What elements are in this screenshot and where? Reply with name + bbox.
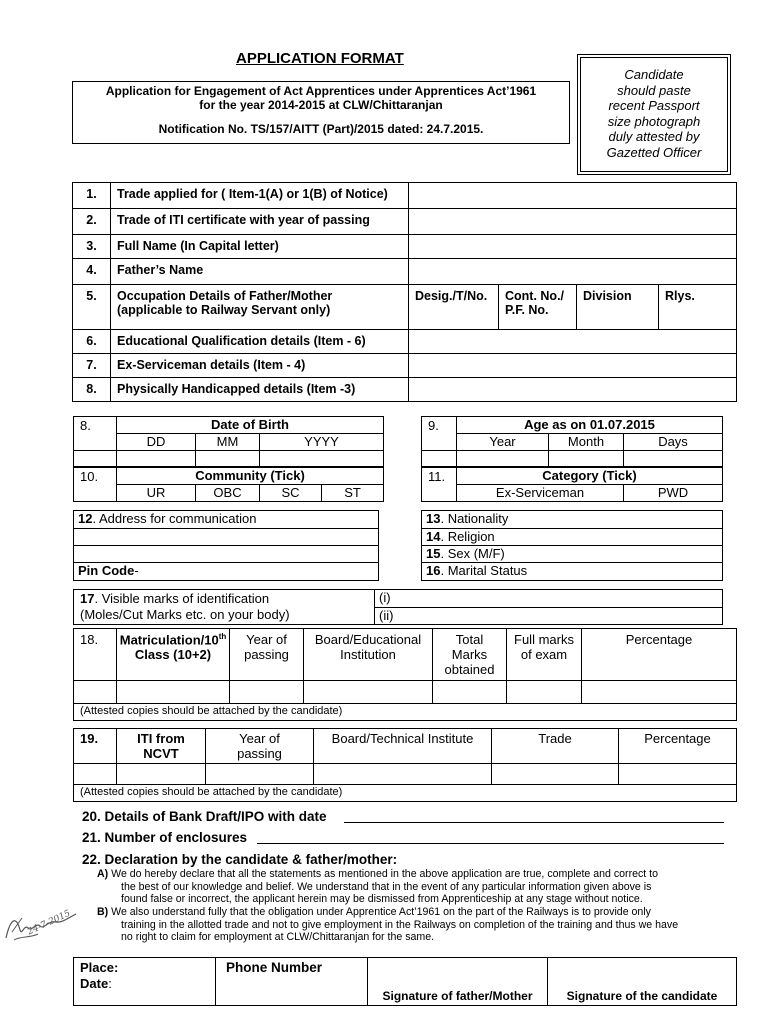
photo-line: size photograph <box>607 113 701 129</box>
full-name-field[interactable] <box>409 235 737 259</box>
matric-cell[interactable] <box>74 681 117 704</box>
item-label: Trade of ITI certificate with year of passing <box>111 209 409 235</box>
matric-col6: Percentage <box>582 629 737 681</box>
mark-1[interactable]: (i) <box>375 590 723 608</box>
age-month[interactable]: Month <box>549 434 624 451</box>
photo-line: recent Passport <box>608 98 700 113</box>
iti-cell[interactable] <box>492 764 619 785</box>
community-st[interactable]: ST <box>322 485 384 502</box>
age-table <box>421 416 723 467</box>
date-label: Date: <box>80 976 112 991</box>
item-num: 7. <box>73 354 111 378</box>
pin-code[interactable]: Pin Code- <box>74 563 379 581</box>
matric-col4: Total Marks obtained <box>433 629 507 681</box>
iti-col5: Percentage <box>619 729 737 764</box>
phone-cell[interactable]: Phone Number <box>216 958 368 1006</box>
community-num: 10. <box>74 468 117 502</box>
matric-cell[interactable] <box>507 681 582 704</box>
spacer <box>74 451 117 467</box>
subtitle-line2: for the year 2014-2015 at CLW/Chittaranjan <box>199 98 443 112</box>
cont-col[interactable]: Cont. No./ P.F. No. <box>499 285 577 330</box>
iti-col1: ITI from NCVT <box>117 729 206 764</box>
item-label: Occupation Details of Father/Mother (applicable to Railway Servant only) <box>111 285 409 330</box>
dob-num: 8. <box>74 417 117 451</box>
sig-candidate-cell[interactable]: Signature of the candidate <box>548 958 737 1006</box>
mark-2[interactable]: (ii) <box>375 607 723 625</box>
age-year[interactable]: Year <box>457 434 549 451</box>
item-num: 8. <box>73 378 111 402</box>
matric-cell[interactable] <box>433 681 507 704</box>
item-num: 2. <box>73 209 111 235</box>
iti-cell[interactable] <box>74 764 117 785</box>
iti-cell[interactable] <box>619 764 737 785</box>
declaration-title: 22. Declaration by the candidate & father/mother: <box>82 852 398 867</box>
iti-col4: Trade <box>492 729 619 764</box>
iti-col3: Board/Technical Institute <box>314 729 492 764</box>
item-num: 4. <box>73 259 111 285</box>
dob-title: Date of Birth <box>117 417 384 434</box>
iti-trade-field[interactable] <box>409 209 737 235</box>
item-num: 3. <box>73 235 111 259</box>
iti-cell[interactable] <box>314 764 492 785</box>
age-days-box[interactable] <box>624 451 723 467</box>
photo-line: Candidate <box>624 67 684 82</box>
community-ur[interactable]: UR <box>117 485 196 502</box>
enclosures-label: 21. Number of enclosures <box>82 830 248 845</box>
trade-field[interactable] <box>409 183 737 209</box>
community-title: Community (Tick) <box>117 468 384 485</box>
category-table <box>421 467 723 502</box>
iti-cell[interactable] <box>206 764 314 785</box>
category-num: 11. <box>422 468 457 502</box>
community-obc[interactable]: OBC <box>196 485 260 502</box>
matric-num: 18. <box>74 629 117 681</box>
dob-yyyy[interactable]: YYYY <box>260 434 384 451</box>
marital-status[interactable]: 16. Marital Status <box>422 563 723 581</box>
age-num: 9. <box>422 417 457 451</box>
marks-label: 17. Visible marks of identification (Moles/Cut Marks etc. on your body) <box>74 590 375 625</box>
page-title: APPLICATION FORMAT <box>236 50 404 67</box>
sex[interactable]: 15. Sex (M/F) <box>422 546 723 563</box>
address-line[interactable] <box>74 529 379 546</box>
item-num: 6. <box>73 330 111 354</box>
personal-table <box>421 510 723 581</box>
item-num: 5. <box>73 285 111 330</box>
declaration-b: B) We also understand fully that the obligation under Apprentice Act’1961 on the part of the Railways is to provide only training in the allotted trade and not to give employment in the Railways on completion of the training and thus we have no right to claim for employment at CLW/Chittaranjan for the same. <box>97 906 679 943</box>
matric-cell[interactable] <box>117 681 230 704</box>
iti-cell[interactable] <box>117 764 206 785</box>
age-title: Age as on 01.07.2015 <box>457 417 723 434</box>
dob-yyyy-box[interactable] <box>260 451 384 467</box>
notification: Notification No. TS/157/AITT (Part)/2015 dated: 24.7.2015. <box>158 122 484 136</box>
photo-box[interactable] <box>577 54 731 175</box>
spacer <box>422 451 457 467</box>
subtitle-line1: Application for Engagement of Act Apprentices under Apprentices Act’1961 <box>105 84 537 98</box>
exserviceman-field[interactable] <box>409 354 737 378</box>
nationality[interactable]: 13. Nationality <box>422 511 723 529</box>
iti-num: 19. <box>74 729 117 764</box>
matric-col1: Matriculation/10th Class (10+2) <box>117 629 230 681</box>
sig-parent-cell[interactable]: Signature of father/Mother <box>368 958 548 1006</box>
matric-cell[interactable] <box>304 681 433 704</box>
category-exs[interactable]: Ex-Serviceman <box>457 485 624 502</box>
age-year-box[interactable] <box>457 451 549 467</box>
dob-dd[interactable]: DD <box>117 434 196 451</box>
iti-note: (Attested copies should be attached by the candidate) <box>74 785 737 802</box>
photo-line: Gazetted Officer <box>606 144 702 160</box>
iti-col2: Year of passing <box>206 729 314 764</box>
handicapped-field[interactable] <box>409 378 737 402</box>
education-field[interactable] <box>409 330 737 354</box>
signature-table <box>73 957 737 1006</box>
category-title: Category (Tick) <box>457 468 723 485</box>
matric-note: (Attested copies should be attached by the candidate) <box>74 704 737 721</box>
category-pwd[interactable]: PWD <box>624 485 723 502</box>
photo-line: duly attested by <box>608 129 700 144</box>
dob-mm[interactable]: MM <box>196 434 260 451</box>
age-month-box[interactable] <box>549 451 624 467</box>
bank-draft-line[interactable] <box>344 807 724 823</box>
dob-dd-box[interactable] <box>117 451 196 467</box>
place-date-cell[interactable] <box>74 958 216 1006</box>
item-label: Ex-Serviceman details (Item - 4) <box>111 354 409 378</box>
matric-cell[interactable] <box>582 681 737 704</box>
header-box <box>72 81 570 144</box>
matric-col5: Full marks of exam <box>507 629 582 681</box>
dob-mm-box[interactable] <box>196 451 260 467</box>
dob-table <box>73 416 384 467</box>
religion[interactable]: 14. Religion <box>422 529 723 546</box>
matric-cell[interactable] <box>230 681 304 704</box>
age-days[interactable]: Days <box>624 434 723 451</box>
matric-col3: Board/Educational Institution <box>304 629 433 681</box>
marks-table <box>73 589 723 625</box>
division-col[interactable]: Division <box>577 285 659 330</box>
bank-draft-label: 20. Details of Bank Draft/IPO with date <box>82 809 327 824</box>
rlys-col[interactable]: Rlys. <box>659 285 737 330</box>
enclosures-line[interactable] <box>257 828 724 844</box>
details-table <box>72 182 737 402</box>
place-label: Place: <box>80 960 119 975</box>
desig-col[interactable]: Desig./T/No. <box>409 285 499 330</box>
community-sc[interactable]: SC <box>260 485 322 502</box>
father-name-field[interactable] <box>409 259 737 285</box>
address-label: 12. Address for communication <box>74 511 379 529</box>
handwritten-signature: 24-7-2015 <box>2 900 86 950</box>
community-table <box>73 467 384 502</box>
item-label: Full Name (In Capital letter) <box>111 235 409 259</box>
address-table <box>73 510 379 581</box>
iti-table <box>73 728 737 802</box>
declaration-a: A) We do hereby declare that all the statements as mentioned in the above application are true, complete and correct to the best of our knowledge and belief. We understand that in the event of any particular information given above is found false or incorrect, the applicant herein may be dismissed from Apprenticeship at any stage without notice. <box>97 868 659 905</box>
item-num: 1. <box>73 183 111 209</box>
item-label: Physically Handicapped details (Item -3) <box>111 378 409 402</box>
item-label: Father’s Name <box>111 259 409 285</box>
matric-table <box>73 628 737 721</box>
address-line[interactable] <box>74 546 379 563</box>
matric-col2: Year of passing <box>230 629 304 681</box>
item-label: Educational Qualification details (Item - 6) <box>111 330 409 354</box>
photo-line: should paste <box>617 82 691 98</box>
item-label: Trade applied for ( Item-1(A) or 1(B) of Notice) <box>111 183 409 209</box>
